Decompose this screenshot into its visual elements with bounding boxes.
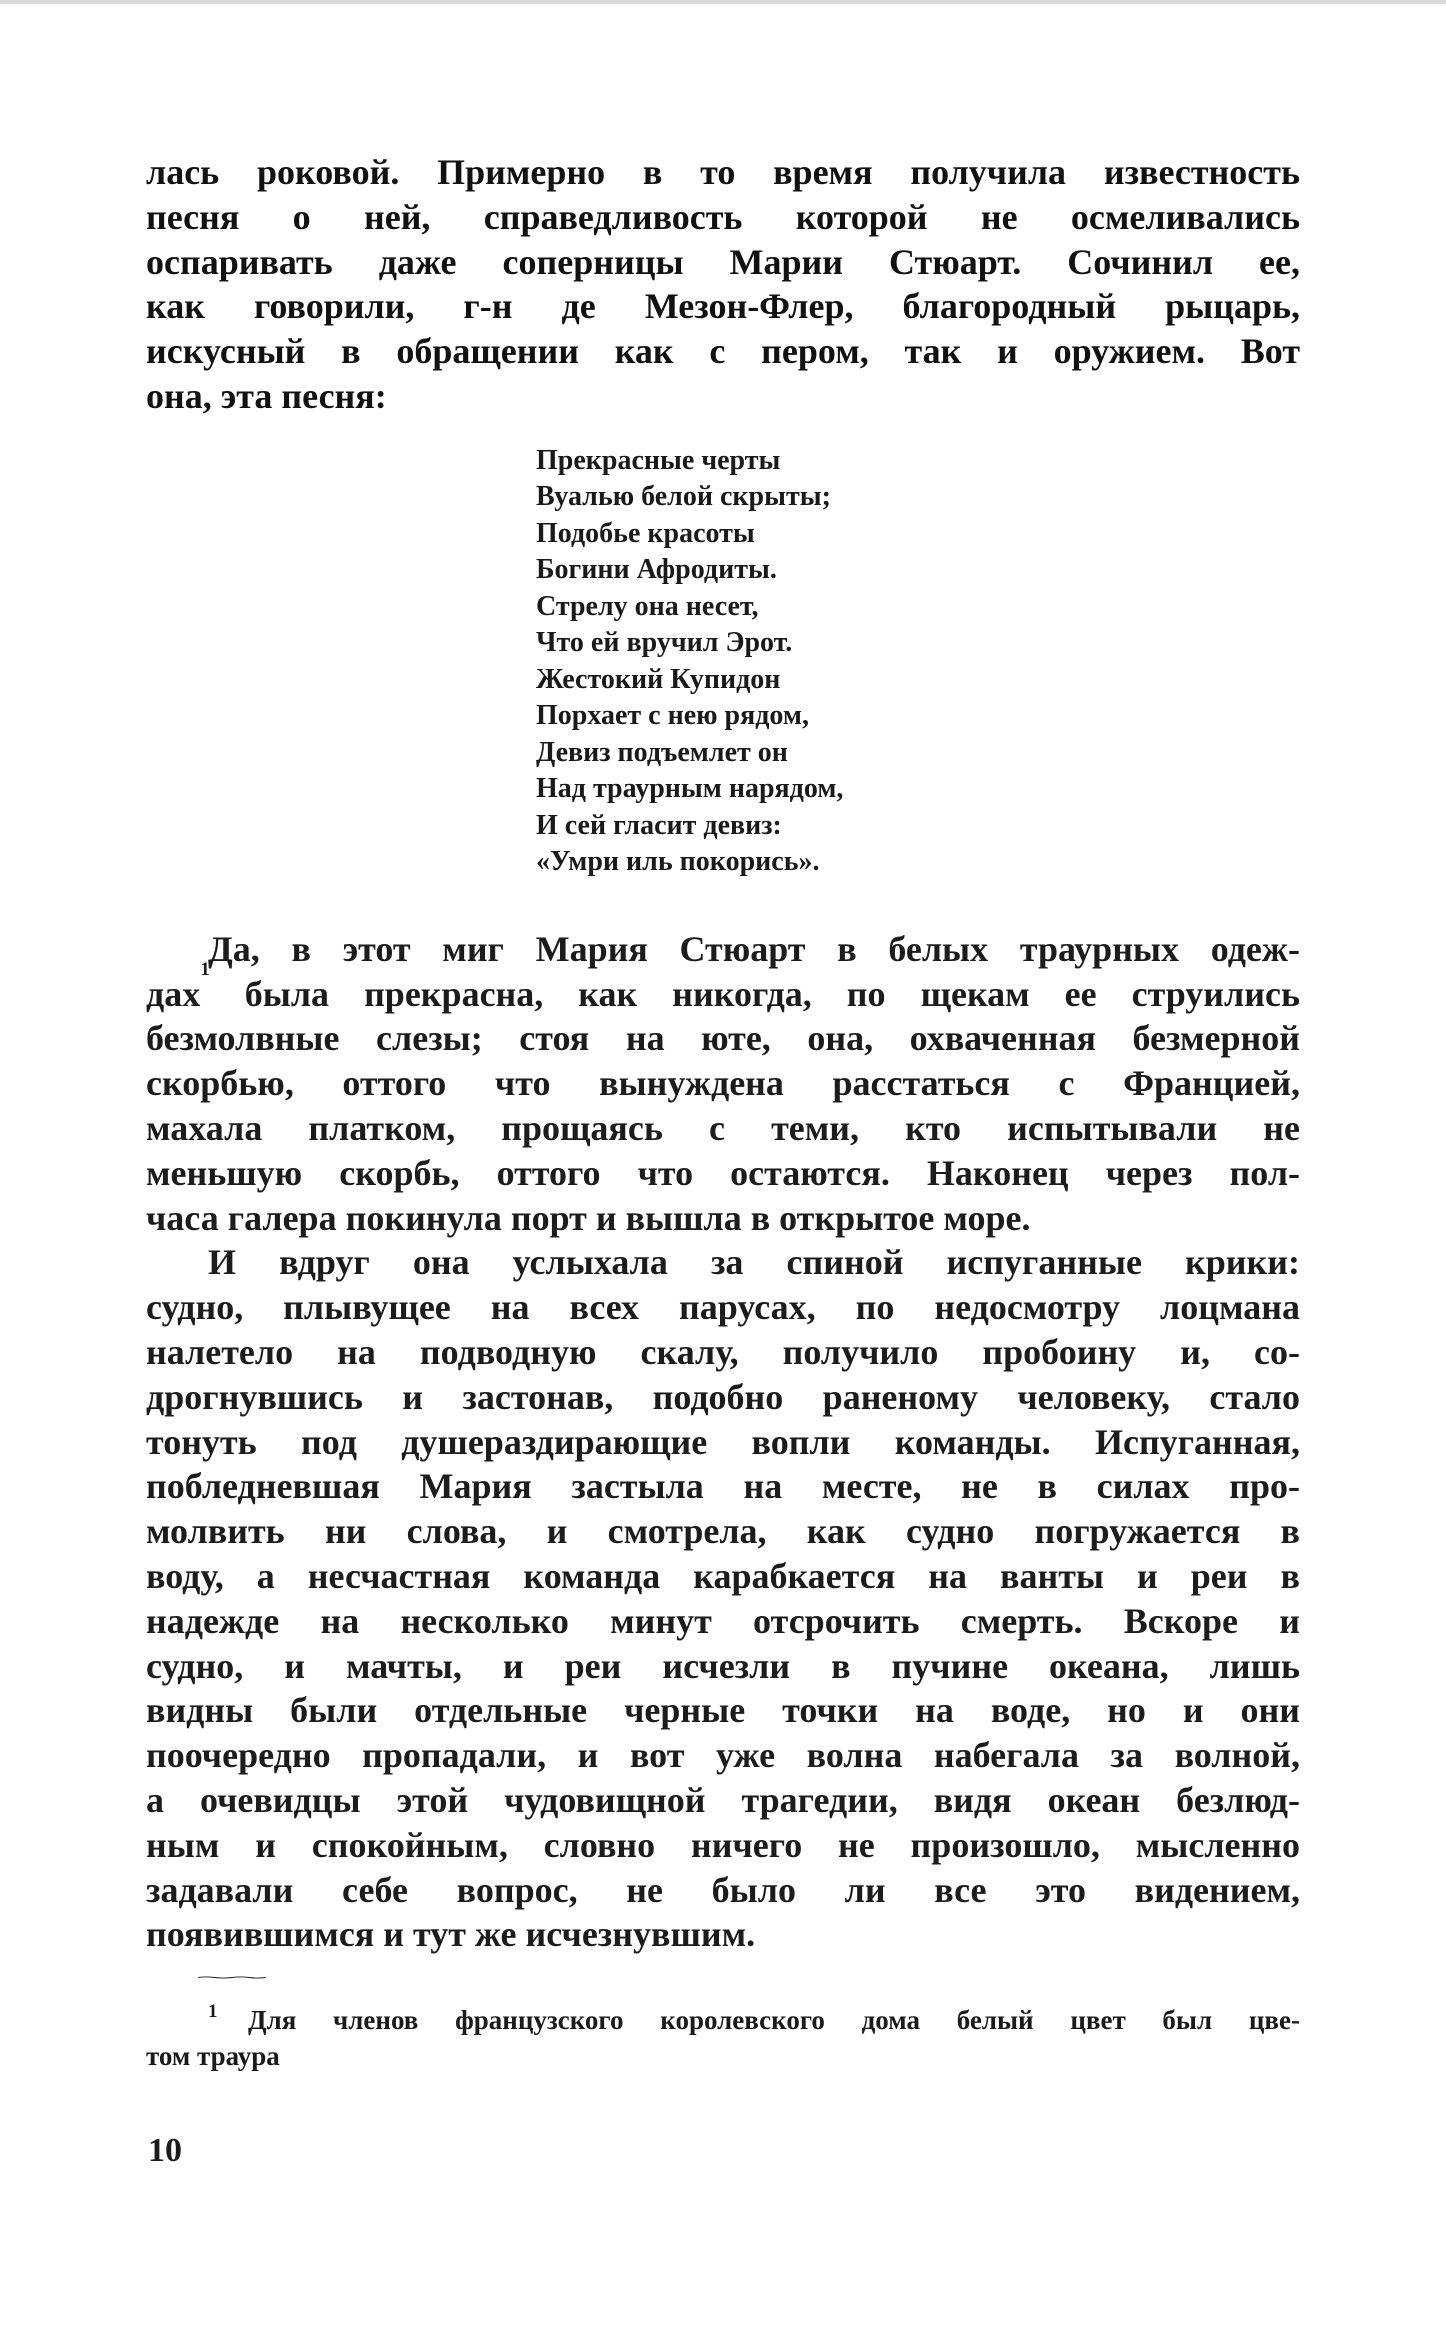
text-line: судно, и мачты, и реи исчезли в пучине океана, лишь bbox=[146, 1645, 1300, 1686]
poem-line: Прекрасные черты bbox=[536, 444, 781, 476]
text-fragment: была прекрасна, как никогда, по щекам ее струились bbox=[209, 973, 1300, 1014]
text-fragment: дах bbox=[146, 973, 201, 1014]
text-line: она, эта песня: bbox=[146, 375, 387, 416]
poem-line: Жестокий Купидон bbox=[536, 663, 781, 695]
text-line: безмолвные слезы; стоя на юте, она, охваченная безмерной bbox=[146, 1018, 1300, 1059]
footnote-line: том траура bbox=[146, 2041, 280, 2071]
text-line: ным и спокойным, словно ничего не произошло, мысленно bbox=[146, 1824, 1300, 1865]
text-line: появившимся и тут же исчезнувшим. bbox=[146, 1914, 756, 1955]
text-line: налетело на подводную скалу, получило пробоину и, со- bbox=[146, 1331, 1300, 1372]
poem-verse bbox=[536, 443, 1300, 881]
poem-line: Богини Афродиты. bbox=[536, 554, 777, 586]
footnote-number: 1 bbox=[208, 2001, 218, 2022]
page-number: 10 bbox=[148, 2132, 182, 2169]
poem-line: Стрелу она несет, bbox=[536, 590, 759, 622]
paragraph-3 bbox=[146, 1240, 1300, 1957]
poem-line: И сей гласит девиз: bbox=[536, 809, 782, 841]
text-line: поочередно пропадали, и вот уже волна набегала за волной, bbox=[146, 1735, 1300, 1776]
poem-line: Порхает с нею рядом, bbox=[536, 700, 809, 732]
poem-line: Вуалью белой скрыты; bbox=[536, 481, 831, 513]
text-line: часа галера покинула порт и вышла в открытое море. bbox=[146, 1197, 1031, 1238]
paragraph-2 bbox=[146, 927, 1300, 1241]
poem-line: Девиз подъемлет он bbox=[536, 736, 788, 768]
text-line: побледневшая Мария застыла на месте, не в силах про- bbox=[146, 1466, 1300, 1507]
text-line: дрогнувшись и застонав, подобно раненому человеку, стало bbox=[146, 1376, 1300, 1417]
text-line: тонуть под душераздирающие вопли команды. Испуганная, bbox=[146, 1421, 1300, 1462]
text-line: как говорили, г-н де Мезон-Флер, благородный рыцарь, bbox=[146, 286, 1300, 327]
text-line: искусный в обращении как с пером, так и оружием. Вот bbox=[146, 331, 1300, 372]
footnote-divider bbox=[140, 1976, 324, 1979]
page-top-edge bbox=[0, 0, 1446, 4]
text-line: а очевидцы этой чудовищной трагедии, видя океан безлюд- bbox=[146, 1779, 1300, 1820]
text-line: оспаривать даже соперницы Марии Стюарт. Сочинил ее, bbox=[146, 241, 1300, 282]
poem-line: Подобье красоты bbox=[536, 517, 755, 549]
footnote bbox=[146, 2002, 1300, 2074]
footnote-line: Для членов французского королевского дома белый цвет был цве- bbox=[248, 2005, 1300, 2035]
paragraph-1 bbox=[146, 150, 1300, 419]
text-line: молвить ни слова, и смотрела, как судно погружается в bbox=[146, 1511, 1300, 1552]
footnote-reference: 1 bbox=[200, 958, 210, 980]
text-line: махала платком, прощаясь с теми, кто испытывали не bbox=[146, 1107, 1300, 1148]
text-line: воду, а несчастная команда карабкается на ванты и реи в bbox=[146, 1555, 1300, 1596]
text-line: И вдруг она услыхала за спиной испуганные крики: bbox=[208, 1242, 1300, 1283]
poem-line: Что ей вручил Эрот. bbox=[536, 627, 793, 659]
text-line: видны были отдельные черные точки на воде, но и они bbox=[146, 1690, 1300, 1731]
text-line: песня о ней, справедливость которой не осмеливались bbox=[146, 196, 1300, 237]
text-line: скорбью, оттого что вынуждена расстаться с Францией, bbox=[146, 1063, 1300, 1104]
text-line: надежде на несколько минут отсрочить смерть. Вскоре и bbox=[146, 1600, 1300, 1641]
poem-line: «Умри иль покорись». bbox=[536, 846, 820, 878]
text-line: Да, в этот миг Мария Стюарт в белых траурных одеж- bbox=[208, 928, 1300, 969]
book-page-text bbox=[146, 150, 1300, 1957]
poem-line: Над траурным нарядом, bbox=[536, 773, 844, 805]
text-line-with-footnote-ref bbox=[146, 958, 1300, 1017]
text-line: судно, плывущее на всех парусах, по недосмотру лоцмана bbox=[146, 1287, 1300, 1328]
text-line: лась роковой. Примерно в то время получила известность bbox=[146, 152, 1300, 192]
text-line: меньшую скорбь, оттого что остаются. Наконец через пол- bbox=[146, 1152, 1300, 1193]
text-line: задавали себе вопрос, не было ли все это видением, bbox=[146, 1869, 1300, 1910]
